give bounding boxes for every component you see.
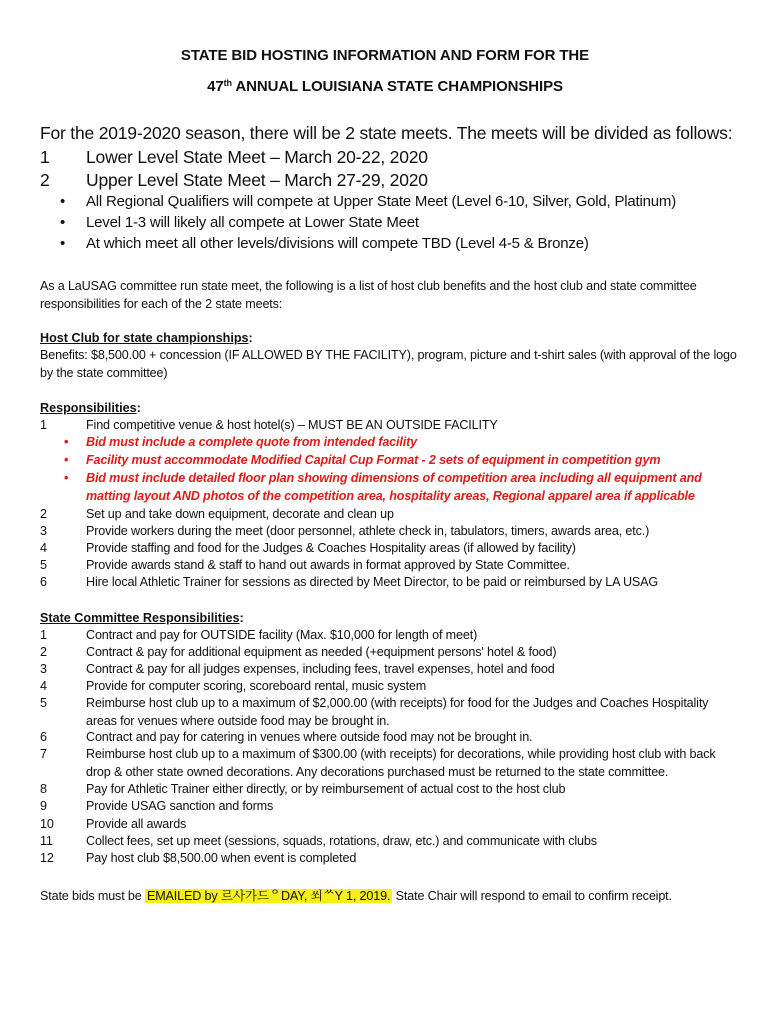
item-text: Collect fees, set up meet (sessions, squads, rotations, draw, etc.) and communicate with clubs bbox=[86, 834, 597, 848]
meet-number: 1 bbox=[40, 147, 50, 167]
item-text: Contract and pay for catering in venues where outside food may not be brought in. bbox=[86, 730, 533, 744]
item-text: Contract and pay for OUTSIDE facility (Max. $10,000 for length of meet) bbox=[86, 628, 478, 642]
title-rest: ANNUAL LOUISIANA STATE CHAMPIONSHIPS bbox=[231, 78, 563, 95]
email-deadline-highlight: EMAILED by 르사가드ᄋDAY, 쐬ᄊY 1, 2019. bbox=[146, 889, 391, 903]
item-number: 4 bbox=[40, 679, 47, 693]
meet-number: 2 bbox=[40, 170, 50, 190]
host-club-heading: Host Club for state championships: bbox=[40, 331, 253, 345]
final-prefix: State bids must be bbox=[40, 889, 145, 903]
item-number: 6 bbox=[40, 730, 47, 744]
item-text: Find competitive venue & host hotel(s) – MUST BE AN OUTSIDE FACILITY bbox=[86, 418, 498, 432]
item-text: Pay host club $8,500.00 when event is completed bbox=[86, 851, 357, 865]
item-text: Provide all awards bbox=[86, 817, 187, 831]
item-number: 2 bbox=[40, 645, 47, 659]
requirement-text: Bid must include detailed floor plan showing dimensions of competition area including all equipment and matting layout AND photos of the competition area, hospitality areas, Regional apparel area if applicable bbox=[86, 471, 702, 503]
committee-paragraph: As a LaUSAG committee run state meet, the following is a list of host club benefits and the host club and state committee responsibilities for each of the 2 state meets: bbox=[40, 279, 697, 311]
document-title-line-2 bbox=[0, 78, 770, 95]
item-number: 5 bbox=[40, 558, 47, 572]
item-number: 8 bbox=[40, 782, 47, 796]
title-ordinal-suffix: th bbox=[223, 78, 232, 88]
item-text: Provide USAG sanction and forms bbox=[86, 799, 274, 813]
item-number: 4 bbox=[40, 541, 47, 555]
item-text: Provide workers during the meet (door personnel, athlete check in, tabulators, timers, awards area, etc.) bbox=[86, 524, 650, 538]
submission-instructions bbox=[40, 885, 672, 904]
bullet-icon: • bbox=[60, 214, 66, 231]
season-intro: For the 2019-2020 season, there will be 2 state meets. The meets will be divided as follows: bbox=[40, 123, 733, 143]
item-text: Provide awards stand & staff to hand out awards in format approved by State Committee. bbox=[86, 558, 570, 572]
item-number: 12 bbox=[40, 851, 54, 865]
state-committee-heading: State Committee Responsibilities: bbox=[40, 611, 244, 625]
requirement-text: Facility must accommodate Modified Capital Cup Format - 2 sets of equipment in competition gym bbox=[86, 453, 661, 467]
item-text: Provide for computer scoring, scoreboard rental, music system bbox=[86, 679, 427, 693]
bullet-icon: • bbox=[64, 435, 69, 449]
item-number: 1 bbox=[40, 628, 47, 642]
item-number: 7 bbox=[40, 747, 47, 761]
item-text: Contract & pay for all judges expenses, including fees, travel expenses, hotel and food bbox=[86, 662, 555, 676]
bullet-text: At which meet all other levels/divisions will compete TBD (Level 4-5 & Bronze) bbox=[86, 235, 589, 252]
benefits-text: Benefits: $8,500.00 + concession (IF ALLOWED BY THE FACILITY), program, picture and t-shirt sales (with approval of the logo by the state committee) bbox=[40, 348, 737, 380]
item-text: Reimburse host club up to a maximum of $300.00 (with receipts) for decorations, while providing host club with back drop & other state owned decorations. Any decorations purchased must be returned to the state committee. bbox=[86, 747, 716, 779]
title-ordinal: 47 bbox=[207, 78, 224, 95]
bullet-icon: • bbox=[64, 471, 69, 485]
item-number: 9 bbox=[40, 799, 47, 813]
item-number: 1 bbox=[40, 418, 47, 432]
item-number: 5 bbox=[40, 696, 47, 710]
item-number: 6 bbox=[40, 575, 47, 589]
bullet-text: Level 1-3 will likely all compete at Lower State Meet bbox=[86, 214, 419, 231]
item-text: Reimburse host club up to a maximum of $2,000.00 (with receipts) for food for the Judges and Coaches Hospitality areas for venues where outside food may be brought in. bbox=[86, 696, 709, 728]
document-title-line-1: STATE BID HOSTING INFORMATION AND FORM FOR THE bbox=[180, 47, 590, 64]
item-text: Provide staffing and food for the Judges & Coaches Hospitality areas (if allowed by facility) bbox=[86, 541, 576, 555]
meet-text: Lower Level State Meet – March 20-22, 2020 bbox=[86, 147, 428, 167]
bullet-icon: • bbox=[60, 193, 66, 210]
requirement-text: Bid must include a complete quote from intended facility bbox=[86, 435, 417, 449]
item-text: Contract & pay for additional equipment as needed (+equipment persons' hotel & food) bbox=[86, 645, 557, 659]
item-text: Pay for Athletic Trainer either directly, or by reimbursement of actual cost to the host club bbox=[86, 782, 566, 796]
item-number: 3 bbox=[40, 662, 47, 676]
final-suffix: State Chair will respond to email to confirm receipt. bbox=[392, 889, 672, 903]
responsibilities-heading: Responsibilities: bbox=[40, 401, 141, 415]
item-number: 3 bbox=[40, 524, 47, 538]
item-text: Hire local Athletic Trainer for sessions as directed by Meet Director, to be paid or reimbursed by LA USAG bbox=[86, 575, 659, 589]
item-number: 11 bbox=[40, 834, 53, 848]
bullet-icon: • bbox=[64, 453, 69, 467]
meet-text: Upper Level State Meet – March 27-29, 2020 bbox=[86, 170, 428, 190]
item-number: 10 bbox=[40, 817, 54, 831]
bullet-icon: • bbox=[60, 235, 66, 252]
item-number: 2 bbox=[40, 507, 47, 521]
item-text: Set up and take down equipment, decorate and clean up bbox=[86, 507, 394, 521]
bullet-text: All Regional Qualifiers will compete at Upper State Meet (Level 6-10, Silver, Gold, Platinum) bbox=[86, 193, 677, 210]
